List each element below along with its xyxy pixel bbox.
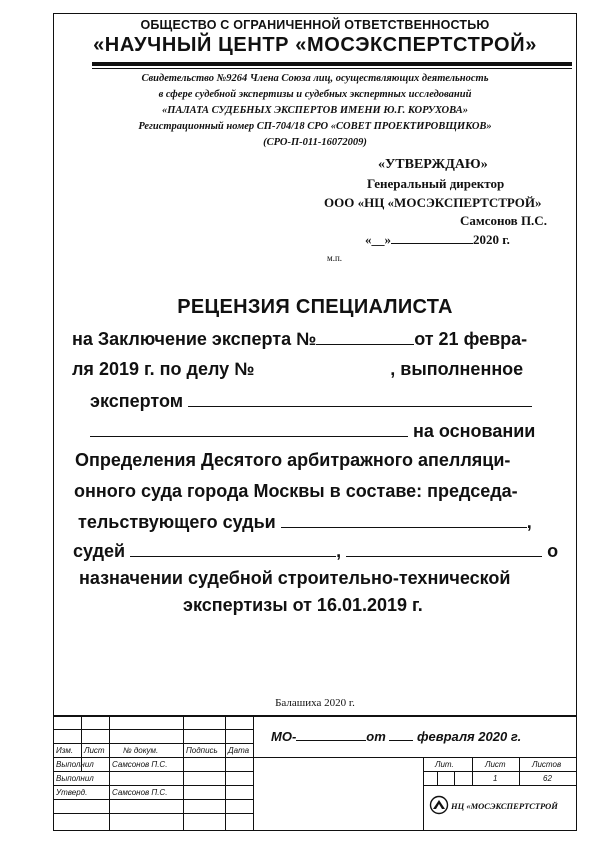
body-line-3 [90,390,532,412]
header-rule-thick [92,62,572,66]
col-list: Лист [84,746,105,755]
doc-number-blank [296,729,366,741]
list-label: Лист [485,760,506,769]
org-name: «НАУЧНЫЙ ЦЕНТР «МОСЭКСПЕРТСТРОЙ» [93,34,537,56]
company-logo-icon [429,795,449,815]
body-line-7 [78,511,532,533]
row1-role: Выполнил [56,760,94,769]
stamp-col-line-10 [454,771,455,785]
stamp-col-line-4 [225,715,226,831]
doc-day-blank [389,729,413,741]
stamp-col-line-1 [81,715,82,757]
approval-date-year: 2020 г. [473,232,510,247]
stamp-row-line-2 [53,743,253,744]
list-value: 1 [493,774,498,783]
stamp-row-line-7 [53,813,253,814]
listov-label: Листов [532,760,562,769]
title-block [53,715,577,831]
approval-heading: «УТВЕРЖДАЮ» [378,157,488,172]
listov-value: 62 [543,774,552,783]
doc-number-prefix: МО- [271,729,297,744]
body-line-6: онного суда города Москвы в составе: председа- [74,481,518,501]
stamp-col-line-5 [253,715,254,831]
certificate-line-3: «ПАЛАТА СУДЕБНЫХ ЭКСПЕРТОВ ИМЕНИ Ю.Г. КОРУХОВА» [162,105,468,116]
body-line-10: экспертизы от 16.01.2019 г. [183,595,423,615]
body-text-7b: , [526,512,532,532]
body-text-8b: , [336,541,342,561]
certificate-line-2: в сфере судебной экспертизы и судебных экспертных исследований [158,89,472,100]
col-izm: Изм. [56,746,74,755]
lit-label: Лит. [435,760,454,769]
expert-name-blank [188,390,532,407]
certificate-line-1: Свидетельство №9264 Члена Союза лиц, осуществляющих деятельность [141,73,489,84]
stamp-col-line-3 [183,715,184,831]
expert-name-blank-2 [90,420,408,437]
doc-number-tail: февраля 2020 г. [417,729,522,744]
body-text-8a: судей [73,541,126,561]
approval-date-blank [391,232,473,244]
body-line-5: Определения Десятого арбитражного апелляци- [75,450,511,470]
stamp-col-line-7 [472,757,473,785]
body-line-2 [72,359,523,380]
stamp-row-line-6 [53,799,253,800]
body-line-8 [73,540,558,562]
stamp-col-line-8 [519,757,520,785]
body-text-1a: на Заключение эксперта № [72,329,317,349]
judge-2-blank [346,540,542,557]
document-title: РЕЦЕНЗИЯ СПЕЦИАЛИСТА [177,296,453,318]
row2-role: Выполнил [56,774,94,783]
approval-position: Генеральный директор [367,176,505,191]
col-podpis: Подпись [186,746,218,755]
stamp-top-line [53,715,577,717]
stamp-row-line-1 [53,729,253,730]
body-text-2a: ля 2019 г. по делу № [72,359,255,379]
body-text-3a: экспертом [90,391,184,411]
body-line-9: назначении судебной строительно-технической [79,568,511,588]
approval-company: ООО «НЦ «МОСЭКСПЕРТСТРОЙ» [324,195,542,210]
row3-role: Утверд. [56,788,88,797]
body-text-1b: от 21 февра- [414,329,528,349]
stamp-row-line-5 [53,785,253,786]
body-text-7a: тельствующего судьи [78,512,276,532]
conclusion-number-blank [316,328,414,345]
stamp-col-line-9 [437,771,438,785]
doc-number-mid: от [366,729,386,744]
seal-mark: м.п. [327,253,343,263]
row3-name: Самсонов П.С. [112,788,168,797]
stamp-lit-line-1 [423,771,577,772]
body-text-2b: , выполненное [390,359,524,379]
col-data: Дата [228,746,250,755]
org-type: ОБЩЕСТВО С ОГРАНИЧЕННОЙ ОТВЕТСТВЕННОСТЬЮ [140,18,490,32]
body-line-1 [72,328,527,350]
logo-text: НЦ «МОСЭКСПЕРТСТРОЙ [451,801,558,811]
body-text-8c: о [547,541,559,561]
stamp-lit-line-2 [423,785,577,786]
approval-date-open: «__» [365,232,391,247]
approval-date [365,232,510,248]
header-rule-thin [92,68,572,69]
stamp-col-line-2 [109,715,110,831]
stamp-row-line-3 [53,757,577,758]
presiding-judge-blank [281,511,527,528]
certificate-line-5: (СРО-П-011-16072009) [263,137,367,148]
body-text-4b: на основании [413,421,536,441]
judge-1-blank [130,540,336,557]
row1-name: Самсонов П.С. [112,760,168,769]
col-dokum: № докум. [123,746,159,755]
stamp-row-line-4 [53,771,253,772]
document-number [271,729,521,744]
approval-person: Самсонов П.С. [460,213,547,228]
body-line-4 [90,420,535,442]
stamp-col-line-6 [423,757,424,831]
certificate-line-4: Регистрационный номер СП-704/18 СРО «СОВЕТ ПРОЕКТИРОВЩИКОВ» [138,121,492,132]
city-year: Балашиха 2020 г. [275,697,355,709]
